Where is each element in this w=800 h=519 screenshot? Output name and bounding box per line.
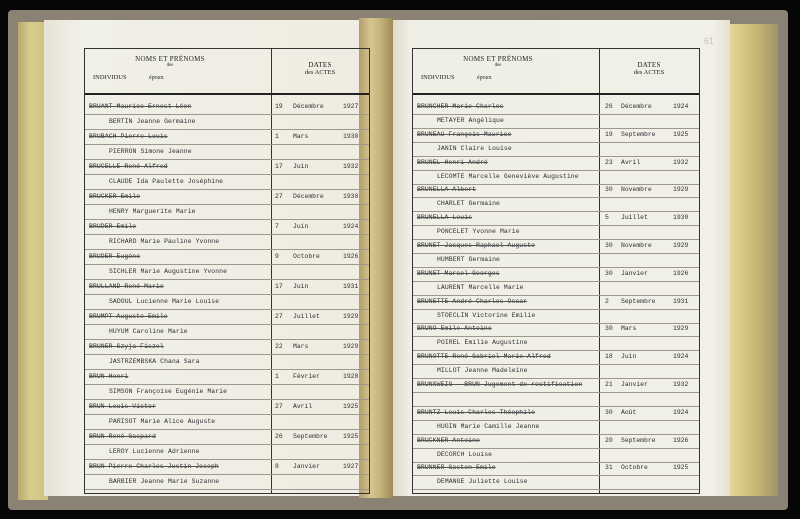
act-year: 1926 [673,436,689,444]
husband-name: BRUNCHER Marie Charles [417,103,504,110]
individus-label: INDIVIDUS [93,74,127,81]
act-month: Juillet [621,214,648,222]
husband-name: BRUMPT Auguste Emile [89,313,168,320]
wife-name: LAURENT Marcelle Marie [437,283,524,291]
husband-name: BRUCELLE René Alfred [89,163,168,170]
names-header-line1: NOMS ET PRÉNOMS [135,55,205,63]
husband-name: BRUCKNER Antoine [417,436,480,444]
names-header [125,55,215,69]
wife-name: CHARLET Germaine [437,200,500,208]
husband-name: BRUBACH Pierre Louis [89,133,168,140]
act-year: 1929 [343,343,359,350]
names-header-line1: NOMS ET PRÉNOMS [463,55,533,63]
act-year: 1927 [343,103,359,110]
act-day: 27 [275,193,283,200]
husband-name: BRUNETTE André Charles Oscar [417,297,528,305]
husband-name: BRUANT Maurice Ernest Léon [89,103,192,110]
wife-name: SICHLER Marie Augustine Yvonne [109,268,228,275]
act-month: Avril [293,403,313,410]
act-day: 18 [605,353,613,361]
wife-name: JASTRZEMBSKA Chana Sara [109,358,200,365]
names-header-line2: des [494,63,502,69]
husband-name: BRUNET Marcel Georges [417,269,500,277]
act-day: 30 [605,186,613,194]
act-year: 1925 [673,464,689,472]
right-page-edges [730,24,778,496]
act-year: 1929 [673,186,689,194]
right-register-table [412,48,700,494]
act-month: Novembre [621,186,652,194]
act-day: 22 [275,343,283,350]
act-month: Juin [293,223,309,230]
husband-name: BRUNELLA Albert [417,186,477,194]
husband-name: BRUNET Jacques Raphael Auguste [417,242,536,249]
husband-name: BRUNO Emile Antoine [417,325,492,333]
act-day: 1 [275,373,279,380]
left-register-table [84,48,370,494]
act-day: 7 [275,223,279,230]
act-year: 1924 [673,103,689,110]
act-day: 27 [275,313,283,320]
wife-name: PIERRON Simone Jeanne [109,148,192,155]
act-month: Septembre [621,297,656,305]
act-day: 27 [275,403,283,410]
act-month: Septembre [621,436,656,444]
act-month: Septembre [621,130,656,138]
act-day: 30 [605,408,613,416]
act-month: Décembre [293,193,324,200]
act-year: 1929 [343,313,359,320]
wife-name: PARISOT Marie Alice Auguste [109,418,216,425]
act-year: 1930 [673,214,689,222]
act-year: 1926 [343,253,359,260]
act-year: 1930 [343,133,359,140]
act-month: Juin [621,353,637,361]
act-year: 1928 [343,373,359,380]
husband-name: BRUN Pierre Charles Justin Joseph [89,463,219,470]
act-year: 1924 [673,353,689,361]
act-month: Septembre [293,433,328,440]
act-year: 1927 [343,463,359,470]
page-number: 61 [704,36,715,46]
husband-name: BRUNOTTE René Gabriel Marie Alfred [417,353,551,361]
epoux-label: époux [477,75,492,81]
act-year: 1931 [673,297,689,305]
act-month: Janvier [621,269,648,277]
act-year: 1925 [343,403,359,410]
wife-name: SADOUL Lucienne Marie Louise [109,298,220,305]
wife-name: LEROY Lucienne Adrienne [109,448,200,455]
act-year: 1925 [673,130,689,138]
dates-header-line2: des ACTES [633,69,665,77]
act-month: Octobre [293,253,320,260]
act-year: 1931 [343,283,359,290]
act-day: 23 [605,158,613,166]
act-month: Mars [293,133,309,140]
act-day: 31 [605,464,613,472]
wife-name: JANIN Claire Louise [437,144,512,152]
wife-name: CLAUDE Ida Paulette Joséphine [109,178,224,185]
act-day: 17 [275,283,283,290]
epoux-label: époux [149,75,164,81]
names-header-line2: des [166,63,174,69]
act-month: Août [621,408,637,416]
wife-name: POIREL Emilie Augustine [437,339,528,347]
dates-header [281,61,359,77]
individus-label: INDIVIDUS [421,74,455,81]
act-month: Avril [621,158,641,166]
act-day: 17 [275,163,283,170]
act-month: Février [293,373,320,380]
act-month: Juin [293,163,309,170]
act-day: 30 [605,242,613,249]
dates-header-line1: DATES [308,61,332,69]
act-month: Novembre [621,242,652,249]
husband-name: BRUCKER Emile [89,193,141,200]
act-year: 1924 [343,223,359,230]
wife-name: DECORCH Louise [437,450,493,458]
act-month: Décembre [293,103,324,110]
husband-name: BRUN Louis Victor [89,403,156,410]
act-day: 20 [605,436,613,444]
act-month: Janvier [293,463,320,470]
wife-name: HENRY Marguerite Marie [109,208,196,215]
act-day: 26 [275,433,283,440]
act-day: 9 [275,253,279,260]
act-month: Juillet [293,313,320,320]
act-year: 1925 [343,433,359,440]
husband-name: BRUN René Gaspard [89,433,156,440]
wife-name: HUYUM Caroline Marie [109,328,188,335]
act-day: 21 [605,381,613,388]
wife-name: DEMANGE Juliette Louise [437,478,528,486]
act-month: Décembre [621,103,652,110]
husband-name: BRULLAND René Marie [89,283,164,290]
act-day: 26 [605,103,613,110]
wife-name: METAYER Angélique [437,116,504,124]
wife-name: RICHARD Marie Pauline Yvonne [109,238,220,245]
husband-name: BRUN Henri [89,373,129,380]
wife-name: SIMSON Françoise Eugénie Marie [109,388,228,395]
act-year: 1924 [673,408,689,416]
act-day: 30 [605,269,613,277]
husband-name: BRUNER Szyja Fiszel [89,343,164,350]
wife-name: BERTIN Jeanne Germaine [109,118,196,125]
act-day: 5 [605,214,609,222]
wife-name: MILLOT Jeanne Madeleine [437,367,528,375]
act-year: 1930 [343,193,359,200]
act-year: 1929 [673,242,689,249]
husband-name: BRUNEL Henri André [417,158,488,166]
act-month: Juin [293,283,309,290]
act-month: Mars [621,325,637,333]
act-month: Octobre [621,464,648,472]
husband-name: BRUNNER Gaston Emile [417,464,496,472]
husband-name: BRUNTZ Louis Charles Théophile [417,408,536,416]
act-day: 19 [605,130,613,138]
wife-name: HUGIN Marie Camille Jeanne [437,422,540,430]
wife-name: LECOMTE Marcelle Geneviève Augustine [437,172,579,180]
husband-name: BRUNELLA Louis [417,214,473,222]
dates-header-line1: DATES [637,61,661,69]
wife-name: PONCELET Yvonne Marie [437,228,520,236]
wife-name: HUMBERT Germaine [437,255,500,263]
act-day: 1 [275,133,279,140]
header-rule [413,93,699,95]
husband-name: BRUNSWEIG - BRUN Jugement de rectification [417,381,583,388]
act-year: 1932 [673,381,689,388]
names-header [453,55,543,69]
act-year: 1932 [343,163,359,170]
act-day: 30 [605,325,613,333]
act-year: 1932 [673,158,689,166]
dates-header-line2: des ACTES [304,69,336,77]
act-day: 19 [275,103,283,110]
header-rule [85,93,369,95]
act-month: Mars [293,343,309,350]
act-year: 1926 [673,269,689,277]
act-month: Janvier [621,381,648,388]
husband-name: BRUNEAU François Maurice [417,130,512,138]
husband-name: BRUDER Eugène [89,253,141,260]
dates-header [609,61,689,77]
wife-name: STOECLIN Victorine Emilie [437,311,536,319]
act-day: 8 [275,463,279,470]
act-year: 1929 [673,325,689,333]
act-day: 2 [605,297,609,305]
wife-name: BARBIER Jeanne Marie Suzanne [109,478,220,485]
husband-name: BRUDER Emile [89,223,137,230]
